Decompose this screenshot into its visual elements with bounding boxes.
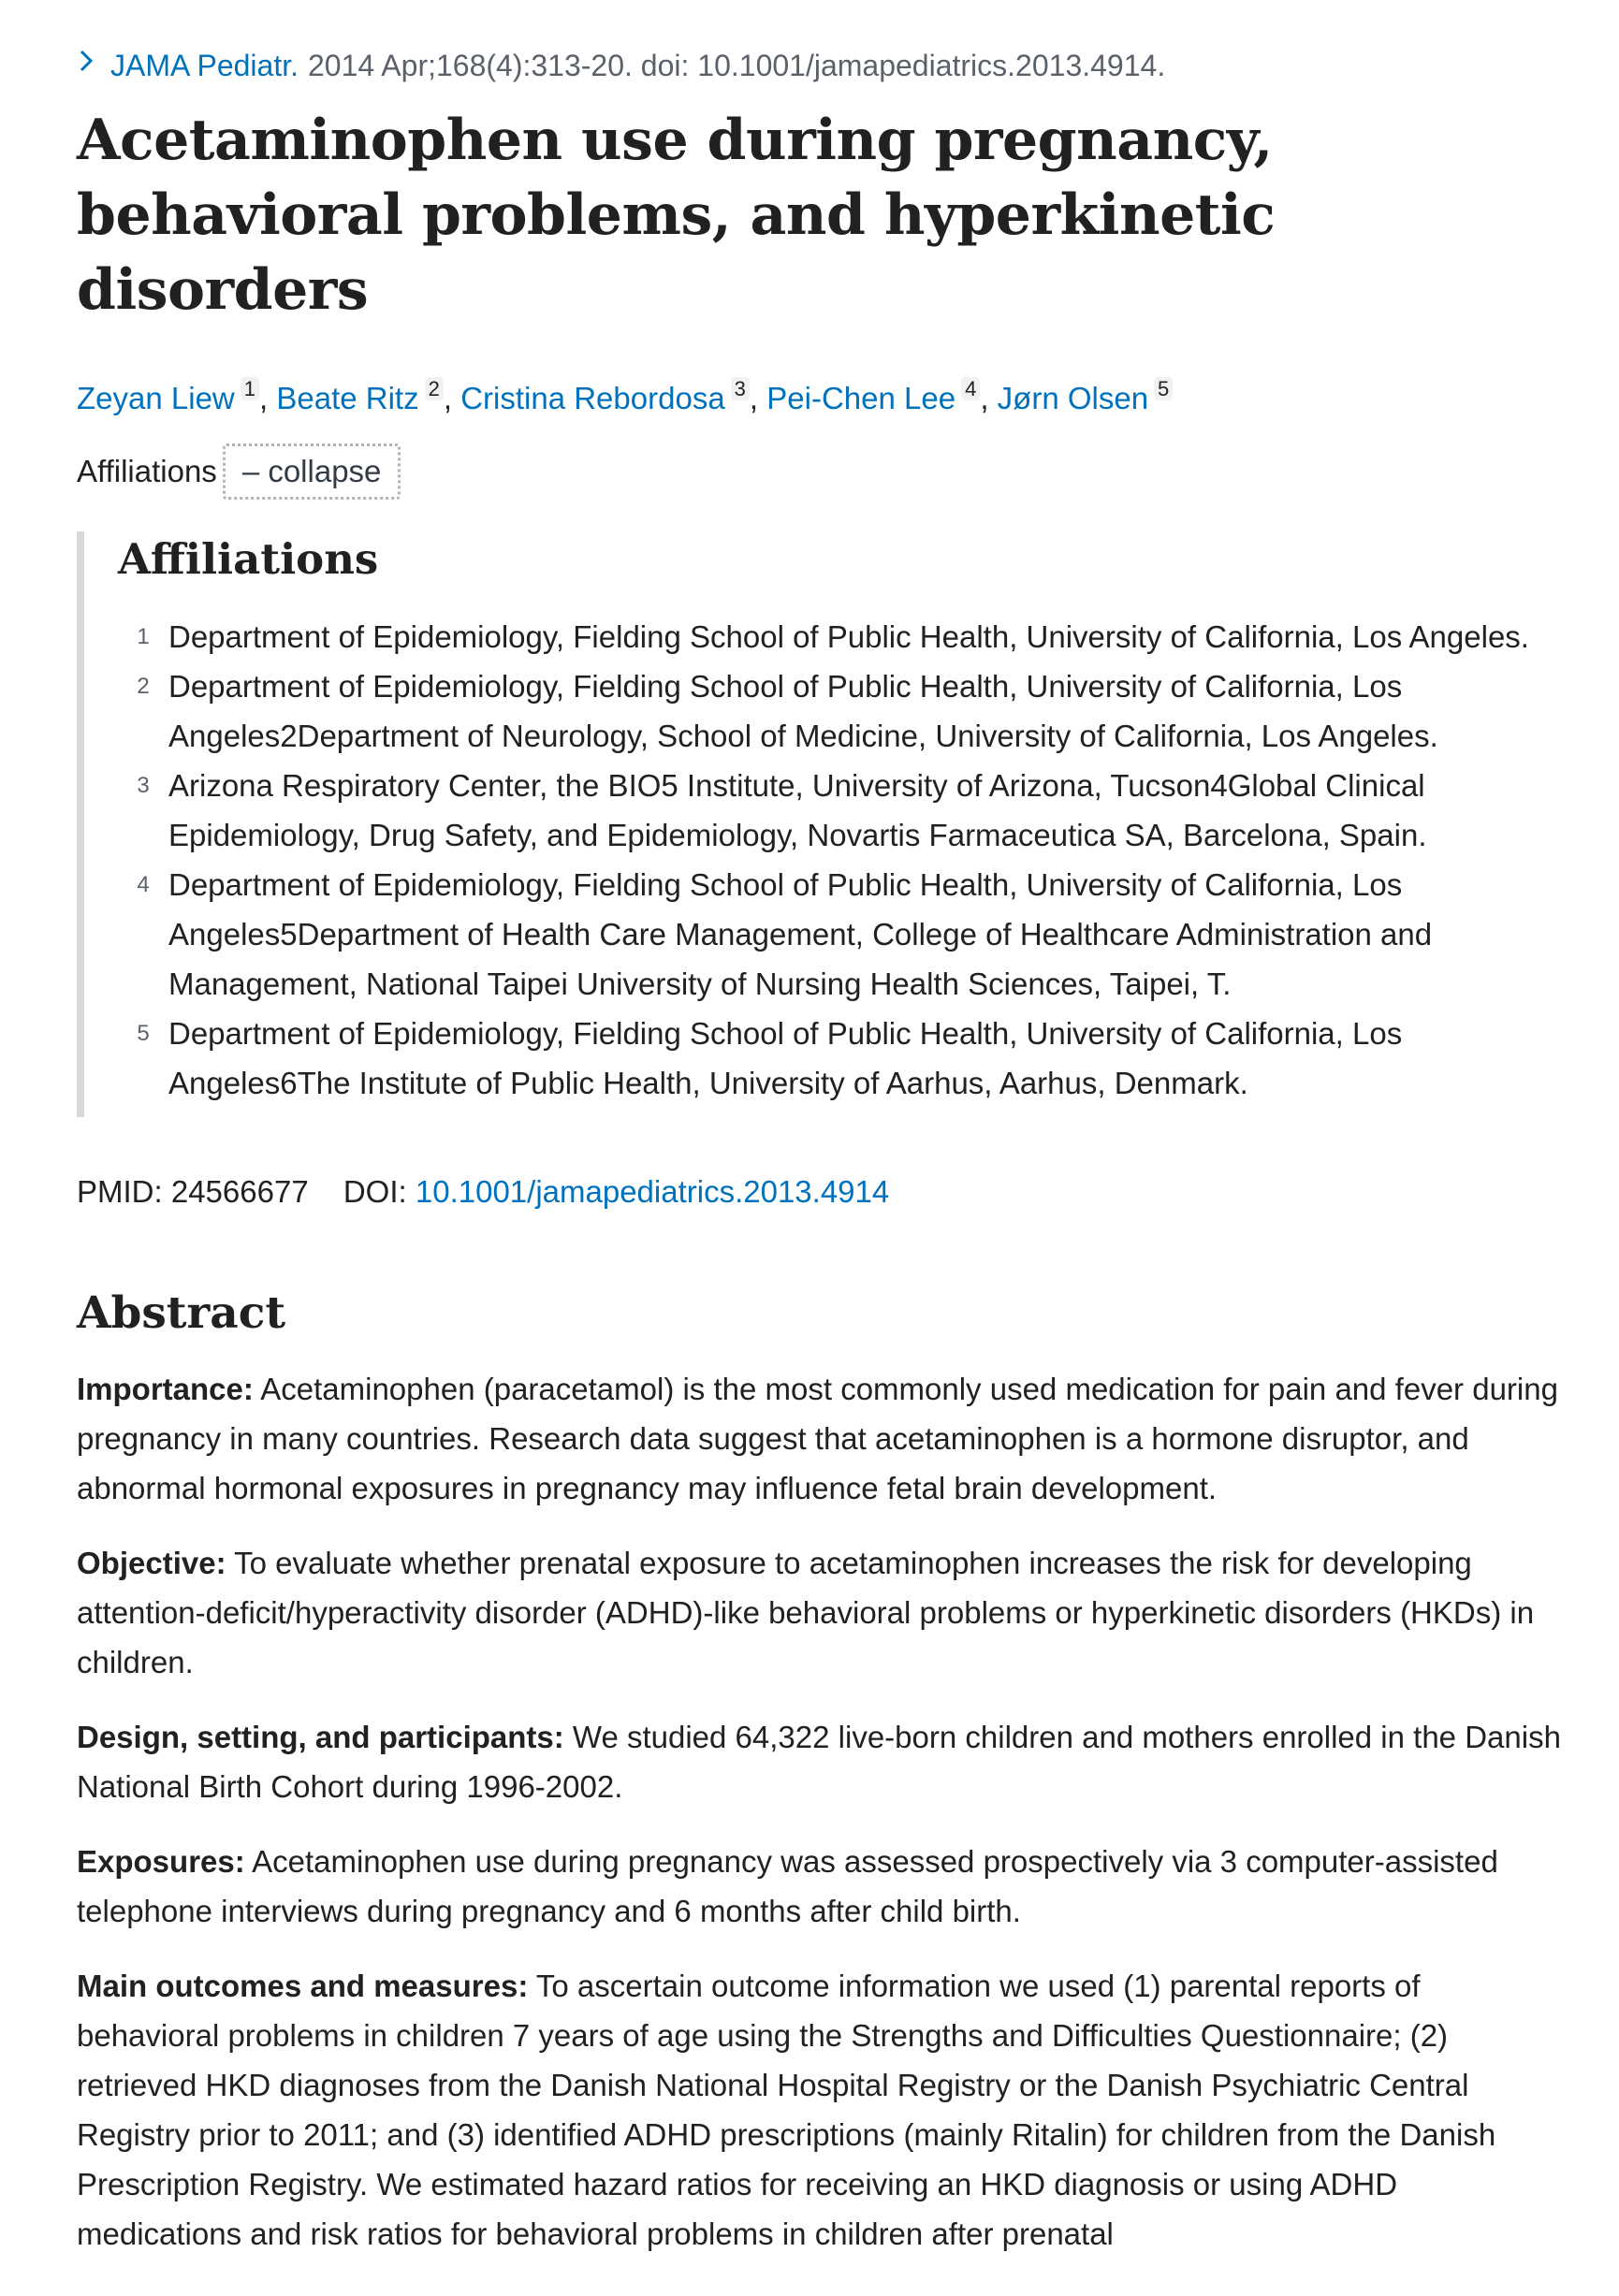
affiliations-label: Affiliations xyxy=(77,454,217,488)
section-label: Design, setting, and participants: xyxy=(77,1720,564,1754)
affiliation-number: 1 xyxy=(137,624,150,649)
section-label: Importance: xyxy=(77,1372,254,1406)
author-link[interactable]: Jørn Olsen xyxy=(997,381,1149,415)
affiliation-text: Department of Epidemiology, Fielding School of Public Health, University of California, Los Angeles2Department of Neurology, School of Medicine, University of California, Los Angeles. xyxy=(168,669,1438,753)
affiliation-text: Department of Epidemiology, Fielding School of Public Health, University of California, Los Angeles5Department of Health Care Management, College of Healthcare Administration and Management, National Taipei University of Nursing Health Sciences, Taipei, T. xyxy=(168,867,1433,1001)
abstract-body xyxy=(77,1364,1563,2259)
affiliation-item xyxy=(118,661,1563,761)
abstract-objective xyxy=(77,1538,1563,1687)
section-label: Objective: xyxy=(77,1546,226,1580)
article-identifiers xyxy=(77,1168,1563,1216)
affiliations-panel xyxy=(77,531,1563,1117)
affiliation-ref[interactable]: 5 xyxy=(1154,377,1173,400)
affiliation-ref[interactable]: 2 xyxy=(425,377,444,400)
journal-link[interactable]: JAMA Pediatr. xyxy=(110,49,299,82)
doi-label: DOI: xyxy=(343,1174,407,1209)
collapse-affiliations-button[interactable]: – collapse xyxy=(223,443,401,500)
affiliation-text: Department of Epidemiology, Fielding School of Public Health, University of California, Los Angeles. xyxy=(168,619,1529,654)
pmid-value: 24566677 xyxy=(170,1174,309,1209)
section-text: Acetaminophen use during pregnancy was assessed prospectively via 3 computer-assisted telephone interviews during pregnancy and 6 months after child birth. xyxy=(77,1844,1498,1928)
citation-details: 2014 Apr;168(4):313-20. doi: 10.1001/jamapediatrics.2013.4914. xyxy=(307,49,1166,82)
doi-link[interactable]: 10.1001/jamapediatrics.2013.4914 xyxy=(415,1174,890,1209)
section-label: Exposures: xyxy=(77,1844,245,1879)
abstract-outcomes xyxy=(77,1961,1563,2259)
affiliation-number: 4 xyxy=(137,872,150,897)
section-text: To ascertain outcome information we used (1) parental reports of behavioral problems in children 7 years of age using the Strengths and Difficulties Questionnaire; (2) retrieved HKD diagnoses from the Danish National Hospital Registry or the Danish Psychiatric Central Registry prior to 2011; and (3) identified ADHD prescriptions (mainly Ritalin) for children from the Danish Prescription Registry. We estimated hazard ratios for receiving an HKD diagnosis or using ADHD medications and risk ratios for behavioral problems in children after prenatal xyxy=(77,1969,1496,2251)
author-link[interactable]: Pei-Chen Lee xyxy=(766,381,956,415)
section-label: Main outcomes and measures: xyxy=(77,1969,529,2003)
authors-list: Zeyan Liew $^1$ , Beate Ritz $^2$ , Cristina Rebordosa $^3$ , Pei-Chen Lee $^4$ , Jørn Olsen $^5$ xyxy=(77,365,1563,423)
affiliation-ref[interactable]: 1 xyxy=(241,377,259,400)
affiliation-item xyxy=(118,761,1563,860)
citation-line xyxy=(77,41,1563,90)
affiliations-heading: Affiliations xyxy=(118,534,379,584)
author-link[interactable]: Cristina Rebordosa xyxy=(460,381,725,415)
affiliation-number: 2 xyxy=(137,674,150,699)
affiliation-item xyxy=(118,612,1563,661)
section-text: We studied 64,322 live-born children and mothers enrolled in the Danish National Birth Cohort during 1996-2002. xyxy=(77,1720,1561,1804)
affiliations-toggle-row xyxy=(77,443,1563,500)
abstract-design xyxy=(77,1712,1563,1811)
chevron-right-icon[interactable] xyxy=(77,41,103,90)
affiliation-ref[interactable]: 3 xyxy=(731,377,750,400)
section-text: Acetaminophen (paracetamol) is the most commonly used medication for pain and fever during pregnancy in many countries. Research data suggest that acetaminophen is a hormone disruptor, and abnormal hormonal exposures in pregnancy may influence fetal brain development. xyxy=(77,1372,1558,1505)
section-text: To evaluate whether prenatal exposure to acetaminophen increases the risk for developing attention-deficit/hyperactivity disorder (ADHD)-like behavioral problems or hyperkinetic disorders (HKDs) in children. xyxy=(77,1546,1535,1679)
author-link[interactable]: Beate Ritz xyxy=(276,381,419,415)
article-title: Acetaminophen use during pregnancy, behavioral problems, and hyperkinetic disorders xyxy=(77,108,1276,323)
affiliation-ref[interactable]: 4 xyxy=(961,377,980,400)
abstract-importance xyxy=(77,1364,1563,1513)
abstract-heading: Abstract xyxy=(77,1287,286,1339)
affiliation-number: 5 xyxy=(137,1021,150,1046)
affiliation-item xyxy=(118,1009,1563,1108)
affiliation-number: 3 xyxy=(137,773,150,798)
pmid-label: PMID: xyxy=(77,1174,163,1209)
author-link[interactable]: Zeyan Liew xyxy=(77,381,235,415)
affiliations-list xyxy=(118,612,1563,1108)
affiliation-text: Arizona Respiratory Center, the BIO5 Institute, University of Arizona, Tucson4Global Clinical Epidemiology, Drug Safety, and Epidemiology, Novartis Farmaceutica SA, Barcelona, Spain. xyxy=(168,768,1427,852)
affiliation-text: Department of Epidemiology, Fielding School of Public Health, University of California, Los Angeles6The Institute of Public Health, University of Aarhus, Aarhus, Denmark. xyxy=(168,1016,1403,1100)
abstract-exposures xyxy=(77,1837,1563,1936)
affiliation-item xyxy=(118,860,1563,1009)
